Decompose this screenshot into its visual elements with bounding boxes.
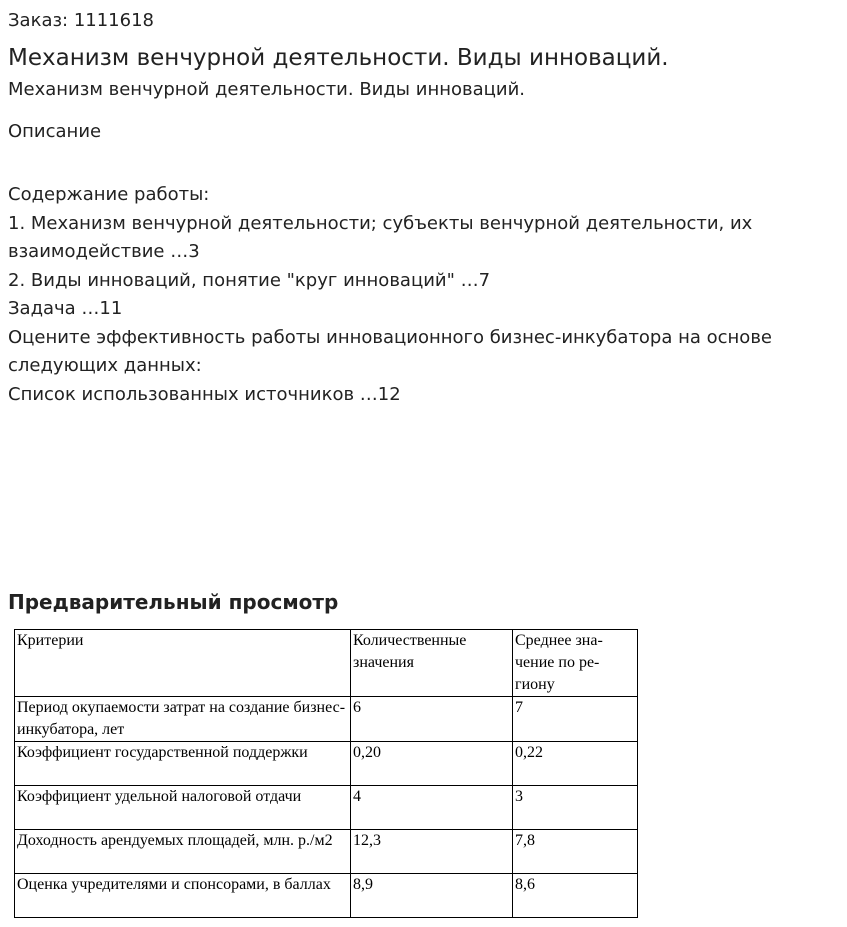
table-cell: 4 — [351, 786, 513, 830]
work-contents — [8, 181, 839, 409]
page-subtitle: Механизм венчурной деятельности. Виды инноваций. — [8, 79, 525, 100]
table-cell: Коэффициент государственной поддержки — [15, 742, 351, 786]
page-title: Механизм венчурной деятельности. Виды инноваций. — [8, 45, 669, 71]
preview-image — [14, 629, 638, 918]
table-cell: Доходность арендуемых площадей, млн. р./м2 — [15, 830, 351, 874]
preview-heading: Предварительный просмотр — [8, 590, 339, 614]
contents-line: Список использованных источников …12 — [8, 383, 401, 405]
table-cell: 0,22 — [513, 742, 638, 786]
table-cell: Коэффициент удельной налоговой отдачи — [15, 786, 351, 830]
table-cell: Оценка учредителями и спонсорами, в баллах — [15, 874, 351, 918]
criteria-table — [14, 629, 638, 918]
table-row — [15, 697, 638, 742]
table-cell: 0,20 — [351, 742, 513, 786]
table-row — [15, 874, 638, 918]
table-cell: 3 — [513, 786, 638, 830]
contents-line: Содержание работы: — [8, 184, 210, 205]
table-cell: Период окупаемости затрат на создание бизнес-инкубатора, лет — [15, 697, 351, 742]
contents-line: 1. Механизм венчурной деятельности; субъекты венчурной деятельности, их взаимодействие …3 — [8, 212, 753, 262]
table-header-row — [15, 630, 638, 697]
table-cell: 7 — [513, 697, 638, 742]
page — [0, 0, 847, 409]
contents-line: Оцените эффективность работы инновационного бизнес-инкубатора на основе следующих данных: — [8, 326, 773, 376]
table-cell: 8,6 — [513, 874, 638, 918]
table-header-cell: Количественные значения — [351, 630, 513, 697]
table-cell: 12,3 — [351, 830, 513, 874]
contents-line: 2. Виды инноваций, понятие "круг инноваций" …7 — [8, 269, 491, 291]
table-cell: 8,9 — [351, 874, 513, 918]
description-label: Описание — [8, 121, 102, 142]
table-header-cell: Среднее зна-чение по ре-гиону — [513, 630, 638, 697]
table-row — [15, 830, 638, 874]
table-row — [15, 786, 638, 830]
order-number: Заказ: 1111618 — [8, 10, 154, 31]
table-header-cell: Критерии — [15, 630, 351, 697]
table-cell: 7,8 — [513, 830, 638, 874]
table-cell: 6 — [351, 697, 513, 742]
table-row — [15, 742, 638, 786]
contents-line: Задача …11 — [8, 298, 123, 319]
